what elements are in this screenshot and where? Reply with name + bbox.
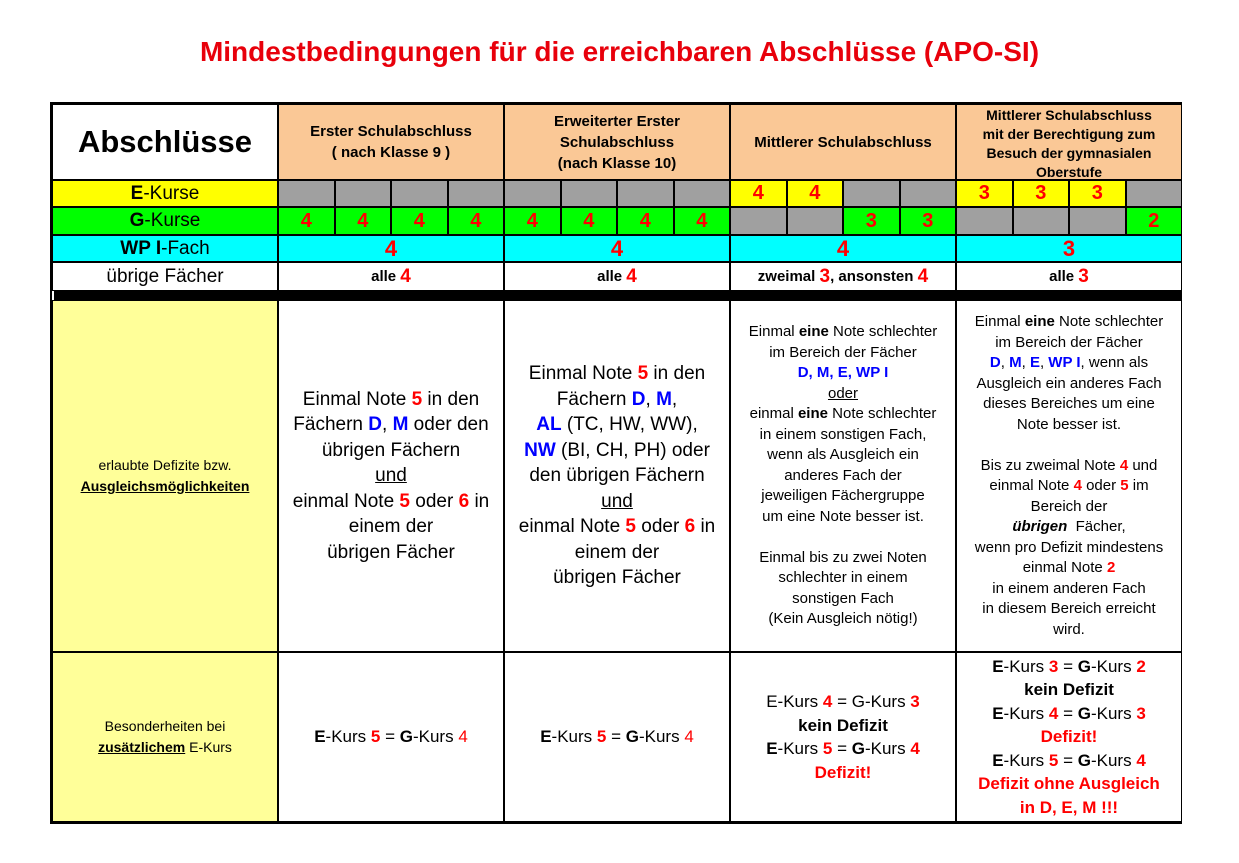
text: in einem sonstigen Fach, bbox=[759, 425, 927, 443]
e-kurs-grade-cell: 4 bbox=[787, 180, 844, 207]
text: einmal Note bbox=[1022, 559, 1107, 576]
text: E bbox=[992, 703, 1004, 723]
text: G bbox=[851, 739, 865, 758]
text: E bbox=[992, 656, 1004, 676]
text: und bbox=[601, 490, 633, 512]
wp-value: 4 bbox=[730, 235, 956, 262]
text: oder bbox=[827, 384, 859, 402]
text: Fächer, bbox=[1067, 518, 1126, 535]
text: in bbox=[695, 516, 716, 538]
text: Note schlechter bbox=[1054, 313, 1164, 330]
text: in D, E, M bbox=[1019, 797, 1102, 817]
subject: M bbox=[392, 414, 409, 436]
text: Einmal Note bbox=[302, 388, 412, 410]
uebrige-number: 4 bbox=[400, 265, 411, 287]
text: wird. bbox=[1053, 620, 1085, 638]
text: einmal Note bbox=[989, 477, 1074, 494]
uebrige-value bbox=[956, 262, 1182, 291]
grade: 6 bbox=[458, 490, 470, 512]
text: = bbox=[380, 727, 400, 746]
uebrige-number: 4 bbox=[917, 265, 929, 287]
besonderheiten-mittlerer bbox=[730, 652, 956, 822]
g-kurs-grade-cell bbox=[1013, 207, 1070, 235]
text: E-Kurs bbox=[766, 692, 823, 711]
text: eine bbox=[797, 405, 828, 423]
row-label-g-kurse bbox=[52, 207, 278, 235]
e-kurs-grade-cell bbox=[900, 180, 957, 207]
text: in einem anderen Fach bbox=[992, 579, 1146, 597]
grade: 5 bbox=[1120, 477, 1129, 494]
e-kurs-grade-cell: 3 bbox=[1013, 180, 1070, 207]
text: , bbox=[1039, 354, 1049, 371]
subject: D bbox=[631, 388, 646, 410]
text: und bbox=[1128, 456, 1158, 474]
row-label-letter: E bbox=[130, 182, 144, 204]
text: -Kurs bbox=[1003, 703, 1049, 723]
text: Einmal bis zu zwei Noten bbox=[759, 548, 927, 566]
text: = G-Kurs bbox=[832, 692, 911, 711]
g-kurs-grade-cell bbox=[787, 207, 844, 235]
text: E bbox=[540, 727, 552, 746]
text: (BI, CH, PH) oder bbox=[555, 439, 710, 461]
grade: 4 bbox=[1136, 750, 1146, 770]
text: , wenn als bbox=[1080, 354, 1149, 371]
text: Defizit ohne Ausgleich bbox=[978, 774, 1160, 794]
text: , bbox=[1000, 354, 1010, 371]
subject: WP I bbox=[1048, 354, 1081, 371]
text: in bbox=[469, 490, 490, 512]
text: in den bbox=[648, 363, 706, 385]
text: eine bbox=[1024, 313, 1055, 330]
page-title: Mindestbedingungen für die erreichbaren Abschlüsse (APO-SI) bbox=[199, 36, 1040, 67]
wp-value: 4 bbox=[504, 235, 730, 262]
text: -Kurs bbox=[638, 727, 685, 746]
g-kurs-grade-cell: 4 bbox=[278, 207, 335, 235]
text: E bbox=[314, 727, 326, 746]
text: um eine Note besser ist. bbox=[762, 507, 924, 525]
row-label-rest: -Fach bbox=[161, 237, 210, 259]
grade: 5 bbox=[822, 739, 833, 758]
text: (Kein Ausgleich nötig!) bbox=[768, 610, 918, 628]
grade: 2 bbox=[1106, 559, 1116, 576]
g-kurs-grade-cell bbox=[730, 207, 787, 235]
e-kurs-grade-cell: 3 bbox=[956, 180, 1013, 207]
text: übrigen bbox=[1012, 518, 1068, 535]
uebrige-text: alle bbox=[371, 268, 401, 285]
text: -Kurs bbox=[551, 727, 597, 746]
grade: 4 bbox=[910, 739, 920, 758]
defizite-oberstufe bbox=[956, 300, 1182, 652]
e-kurs-grade-cell bbox=[843, 180, 900, 207]
header-mittlerer-schulabschluss bbox=[730, 104, 956, 180]
subject: NW bbox=[524, 439, 556, 461]
g-kurs-grade-cell: 2 bbox=[1126, 207, 1183, 235]
grade: 3 bbox=[910, 692, 920, 711]
header-line: Mittlerer Schulabschluss bbox=[986, 107, 1152, 123]
text: einmal bbox=[749, 405, 798, 423]
text: übrigen Fächer bbox=[553, 567, 681, 589]
text: -Kurs bbox=[325, 727, 371, 746]
besonderheiten-oberstufe bbox=[956, 652, 1182, 822]
uebrige-value bbox=[278, 262, 504, 291]
text: Einmal bbox=[748, 323, 799, 341]
header-line: mit der Berechtigung zum bbox=[982, 126, 1156, 142]
text: Bis zu zweimal Note bbox=[980, 456, 1120, 474]
wp-value: 3 bbox=[956, 235, 1182, 262]
text: oder den bbox=[408, 414, 489, 436]
text: Bereich der bbox=[1030, 497, 1108, 515]
text: einmal Note bbox=[518, 516, 626, 538]
uebrige-text: alle bbox=[597, 268, 627, 285]
g-kurs-grade-cell: 4 bbox=[391, 207, 448, 235]
g-kurs-grade-cell bbox=[1069, 207, 1126, 235]
grade: 2 bbox=[1136, 656, 1146, 676]
subject: E bbox=[1029, 354, 1040, 371]
e-kurs-grade-cell: 4 bbox=[730, 180, 787, 207]
text: -Kurs bbox=[864, 739, 911, 758]
header-erweiterter-schulabschluss bbox=[504, 104, 730, 180]
grade: 4 bbox=[1048, 703, 1059, 723]
grade: 5 bbox=[370, 727, 381, 746]
text: im Bereich der Fächer bbox=[769, 343, 917, 361]
text: -Kurs bbox=[1003, 656, 1049, 676]
uebrige-text: alle bbox=[1049, 268, 1079, 285]
defizite-mittlerer bbox=[730, 300, 956, 652]
header-corner: Abschlüsse bbox=[52, 104, 278, 180]
uebrige-number: 3 bbox=[819, 265, 831, 287]
subject: D bbox=[368, 414, 383, 436]
row-label-besonderheiten bbox=[52, 652, 278, 822]
text: = bbox=[832, 739, 852, 758]
text: (TC, HW, WW), bbox=[561, 414, 698, 436]
besonderheiten-erweiterter bbox=[504, 652, 730, 822]
text: Einmal bbox=[974, 313, 1025, 330]
header-line: Erweiterter Erster bbox=[554, 112, 680, 130]
row-label-rest: -Kurse bbox=[143, 182, 200, 204]
text: Defizit! bbox=[814, 762, 872, 782]
e-kurs-grade-cell bbox=[278, 180, 335, 207]
header-mittlerer-oberstufe bbox=[956, 104, 1182, 180]
defizite-erster bbox=[278, 300, 504, 652]
g-kurs-grade-cell: 3 bbox=[843, 207, 900, 235]
label-line: zusätzlichem bbox=[98, 739, 186, 755]
label-line: E-Kurs bbox=[185, 739, 232, 755]
e-kurs-grade-cell bbox=[617, 180, 674, 207]
subject: D bbox=[989, 354, 1001, 371]
text: , bbox=[645, 388, 657, 410]
text: = bbox=[1058, 750, 1078, 770]
text: , bbox=[382, 414, 393, 436]
text: -Kurs bbox=[777, 739, 823, 758]
grade: 5 bbox=[625, 516, 636, 538]
grade: 5 bbox=[637, 363, 649, 385]
text: den übrigen Fächern bbox=[529, 465, 705, 487]
uebrige-text: , ansonsten bbox=[830, 268, 918, 285]
text: , bbox=[671, 388, 678, 410]
header-line: Oberstufe bbox=[1035, 164, 1103, 180]
uebrige-value bbox=[504, 262, 730, 291]
g-kurs-grade-cell: 4 bbox=[561, 207, 618, 235]
row-label-uebrige-faecher: übrige Fächer bbox=[52, 262, 278, 291]
text: !!! bbox=[1101, 797, 1119, 817]
e-kurs-grade-cell bbox=[391, 180, 448, 207]
e-kurs-grade-cell bbox=[674, 180, 731, 207]
text: oder bbox=[636, 516, 685, 538]
header-line: ( nach Klasse 9 ) bbox=[331, 144, 451, 161]
grade: 3 bbox=[1136, 703, 1146, 723]
g-kurs-grade-cell: 4 bbox=[448, 207, 505, 235]
subject: AL bbox=[536, 414, 562, 436]
e-kurs-grade-cell: 3 bbox=[1069, 180, 1126, 207]
grade: 4 bbox=[458, 727, 468, 746]
text: kein Defizit bbox=[1024, 680, 1114, 700]
header-line: Erster Schulabschluss bbox=[310, 123, 472, 140]
e-kurs-grade-cell bbox=[1126, 180, 1183, 207]
text: E bbox=[766, 739, 778, 758]
row-label-letter: WP I bbox=[120, 237, 162, 259]
grade: 4 bbox=[684, 727, 694, 746]
row-label-e-kurse bbox=[52, 180, 278, 207]
g-kurs-grade-cell: 4 bbox=[617, 207, 674, 235]
text: Note schlechter bbox=[827, 405, 937, 423]
e-kurs-grade-cell bbox=[335, 180, 392, 207]
grade: 6 bbox=[684, 516, 696, 538]
text: wenn als Ausgleich ein bbox=[767, 446, 919, 464]
label-line: Besonderheiten bei bbox=[104, 718, 226, 734]
text: jeweiligen Fächergruppe bbox=[761, 487, 925, 505]
text: dieses Bereiches um eine bbox=[983, 395, 1155, 412]
header-line: (nach Klasse 10) bbox=[557, 154, 677, 172]
text: -Kurs bbox=[412, 727, 459, 746]
grade: 4 bbox=[1073, 477, 1082, 494]
besonderheiten-erster bbox=[278, 652, 504, 822]
e-kurs-grade-cell bbox=[561, 180, 618, 207]
text: einmal Note bbox=[292, 490, 400, 512]
text: Note schlechter bbox=[828, 323, 938, 341]
text: einem der bbox=[574, 541, 660, 563]
text: -Kurs bbox=[1003, 750, 1049, 770]
header-line: Besuch der gymnasialen bbox=[986, 145, 1152, 161]
grade: 5 bbox=[411, 388, 423, 410]
text: -Kurs bbox=[1090, 656, 1137, 676]
g-kurs-grade-cell bbox=[956, 207, 1013, 235]
grade: 5 bbox=[399, 490, 410, 512]
e-kurs-grade-cell bbox=[504, 180, 561, 207]
subject: D, M, E, WP I bbox=[797, 364, 889, 382]
text: = bbox=[1058, 703, 1078, 723]
header-erster-schulabschluss bbox=[278, 104, 504, 180]
text: oder bbox=[1081, 477, 1121, 494]
text: = bbox=[1058, 656, 1078, 676]
text: in den bbox=[422, 388, 480, 410]
text: wenn pro Defizit mindestens bbox=[974, 538, 1164, 556]
text: im bbox=[1128, 477, 1149, 494]
text: sonstigen Fach bbox=[792, 589, 894, 607]
text: einem der bbox=[348, 516, 434, 538]
text: -Kurs bbox=[1090, 703, 1137, 723]
g-kurs-grade-cell: 4 bbox=[674, 207, 731, 235]
text: und bbox=[375, 465, 407, 487]
text: E bbox=[992, 750, 1004, 770]
row-label-rest: -Kurse bbox=[144, 210, 201, 231]
defizite-erweiterter bbox=[504, 300, 730, 652]
row-label-letter: G bbox=[129, 210, 145, 231]
text: = bbox=[606, 727, 626, 746]
conditions-table bbox=[50, 102, 1182, 824]
separator-bar bbox=[54, 291, 1180, 300]
uebrige-value bbox=[730, 262, 956, 291]
grade: 3 bbox=[1048, 656, 1059, 676]
uebrige-number: 4 bbox=[626, 265, 637, 287]
uebrige-text: zweimal bbox=[757, 268, 820, 285]
wp-value: 4 bbox=[278, 235, 504, 262]
text: im Bereich der Fächer bbox=[995, 333, 1143, 351]
text: Fächern bbox=[556, 388, 632, 410]
subject: M bbox=[656, 388, 672, 410]
uebrige-number: 3 bbox=[1078, 265, 1089, 287]
text: eine bbox=[798, 323, 829, 341]
text: G bbox=[1077, 703, 1091, 723]
text: übrigen Fächer bbox=[327, 541, 455, 563]
grade: 5 bbox=[596, 727, 607, 746]
text: Einmal Note bbox=[528, 363, 638, 385]
text: -Kurs bbox=[1090, 750, 1137, 770]
text: übrigen Fächern bbox=[321, 439, 461, 461]
row-label-defizite bbox=[52, 300, 278, 652]
text: G bbox=[399, 727, 413, 746]
text: anderes Fach der bbox=[784, 466, 902, 484]
text: G bbox=[625, 727, 639, 746]
text: Fächern bbox=[293, 414, 369, 436]
subject: M bbox=[1009, 354, 1022, 371]
label-line: Ausgleichsmöglichkeiten bbox=[80, 478, 250, 494]
text: , bbox=[1021, 354, 1030, 371]
text: schlechter in einem bbox=[778, 569, 908, 587]
grade: 4 bbox=[1119, 456, 1129, 474]
header-line: Mittlerer Schulabschluss bbox=[754, 133, 932, 151]
text: in diesem Bereich erreicht bbox=[982, 600, 1156, 617]
text: Defizit! bbox=[1040, 727, 1098, 747]
text: oder bbox=[410, 490, 459, 512]
text: Ausgleich ein anderes Fach bbox=[976, 374, 1162, 392]
text: kein Defizit bbox=[798, 715, 888, 735]
row-label-wp-fach bbox=[52, 235, 278, 262]
header-line: Schulabschluss bbox=[559, 133, 675, 151]
g-kurs-grade-cell: 4 bbox=[335, 207, 392, 235]
g-kurs-grade-cell: 3 bbox=[900, 207, 957, 235]
text: G bbox=[1077, 656, 1091, 676]
text: Note besser ist. bbox=[1016, 415, 1122, 433]
e-kurs-grade-cell bbox=[448, 180, 505, 207]
text: G bbox=[1077, 750, 1091, 770]
g-kurs-grade-cell: 4 bbox=[504, 207, 561, 235]
grade: 5 bbox=[1048, 750, 1059, 770]
grade: 4 bbox=[822, 692, 833, 711]
label-line: erlaubte Defizite bzw. bbox=[98, 457, 232, 473]
